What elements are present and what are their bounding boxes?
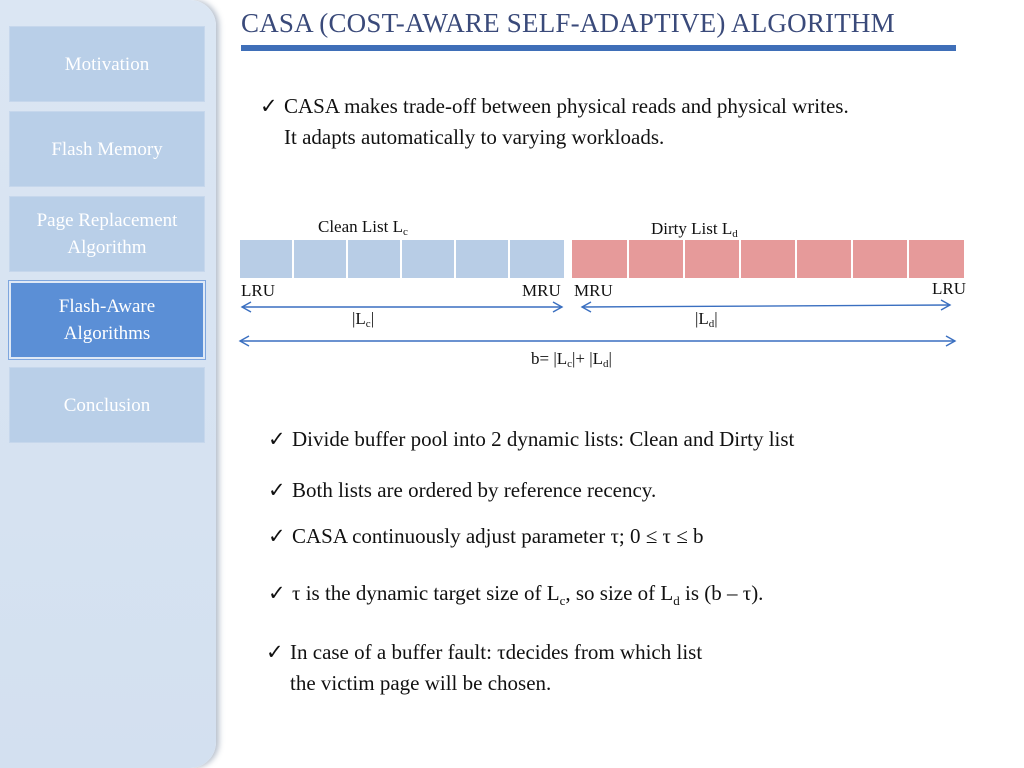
check-icon: ✓ <box>268 427 286 451</box>
dirty-size-arrow <box>582 305 950 307</box>
clean-lru-label: LRU <box>241 281 275 300</box>
clean-size-label: $|L_c|$ <box>352 309 375 330</box>
nav-item-label: Flash-Aware Algorithms <box>58 296 156 344</box>
fault-line-1: In case of a buffer fault: τdecides from which list <box>290 640 703 664</box>
dirty-mru-label: MRU <box>574 281 613 300</box>
bullet-divide: ✓ Divide buffer pool into 2 dynamic lists: Clean and Dirty list <box>268 424 794 455</box>
clean-list-label: Clean List $L_c$ <box>318 217 408 238</box>
nav-item-label: Motivation <box>64 53 150 75</box>
slide-title: CASA (COST-AWARE SELF-ADAPTIVE) ALGORITHM <box>241 8 895 38</box>
check-icon: ✓ <box>268 581 286 605</box>
check-icon: ✓ <box>266 640 284 664</box>
nav-item-label: Flash Memory <box>51 138 163 160</box>
dirty-size-label: $|L_d|$ <box>695 309 718 330</box>
intro-line-2: It adapts automatically to varying workloads. <box>284 125 665 149</box>
clean-mru-label: MRU <box>522 281 561 300</box>
fault-line-2: the victim page will be chosen. <box>290 671 552 695</box>
check-icon: ✓ <box>268 478 286 502</box>
nav-item-label: Page Replacement Algorithm <box>36 210 178 258</box>
bullet-adjust: ✓ CASA continuously adjust parameter τ; 0 ≤ τ ≤ b <box>268 521 703 552</box>
dirty-list-label: Dirty List $L_d$ <box>651 219 738 240</box>
dirty-lru-label: LRU <box>932 279 966 298</box>
nav-item-label: Conclusion <box>63 394 151 416</box>
bullet-ordered: ✓ Both lists are ordered by reference recency. <box>268 475 656 506</box>
check-icon: ✓ <box>260 94 278 118</box>
bullet-fault <box>266 637 702 699</box>
check-icon: ✓ <box>268 524 286 548</box>
intro-line-1: CASA makes trade-off between physical reads and physical writes. <box>284 94 849 118</box>
total-size-label: $b= |L_c|+ |L_d|$ <box>531 349 612 370</box>
bullet-tau: ✓ τ is the dynamic target size of $L_c$, so size of $L_d$ is (b – τ). <box>268 578 763 616</box>
